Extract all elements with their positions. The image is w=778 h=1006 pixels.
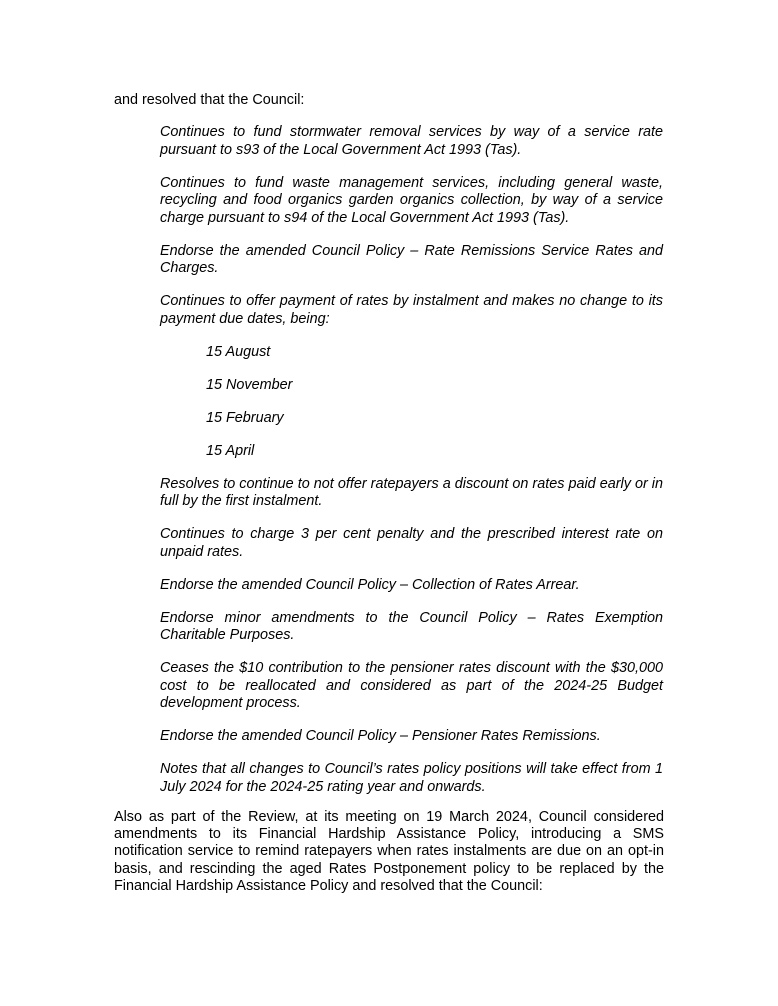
- due-date-item: 15 November: [206, 376, 293, 393]
- resolution-item: Endorse the amended Council Policy – Collection of Rates Arrear.: [160, 576, 580, 593]
- closing-paragraph: Also as part of the Review, at its meeting on 19 March 2024, Council considered amendments to its Financial Hardship Assistance Policy, introducing a SMS notification service to remind ratepayers when rates instalments are due on an opt-in basis, and rescinding the aged Rates Postponement policy to be replaced by the Financial Hardship Assistance Policy and resolved that the Council:: [114, 809, 664, 894]
- resolution-item: Endorse the amended Council Policy – Rate Remissions Service Rates and Charges.: [160, 242, 663, 276]
- resolution-item: Notes that all changes to Council’s rates policy positions will take effect from 1 July 2024 for the 2024-25 rating year and onwards.: [160, 761, 663, 795]
- due-date-item: 15 February: [206, 409, 284, 426]
- resolution-item: Continues to fund stormwater removal services by way of a service rate pursuant to s93 of the Local Government Act 1993 (Tas).: [160, 124, 663, 158]
- resolution-item: Resolves to continue to not offer ratepayers a discount on rates paid early or in full by the first instalment.: [160, 475, 663, 509]
- due-dates-block: [160, 344, 663, 461]
- due-dates-list: [160, 344, 663, 461]
- resolution-item: Endorse the amended Council Policy – Pensioner Rates Remissions.: [160, 728, 601, 744]
- resolution-item: Continues to charge 3 per cent penalty and the prescribed interest rate on unpaid rates.: [160, 526, 663, 560]
- resolution-item: Continues to fund waste management services, including general waste, recycling and food organics garden organics collection, by way of a service charge pursuant to s94 of the Local Government Act 1993 (Tas).: [160, 174, 663, 226]
- resolution-list: [160, 124, 663, 812]
- resolution-item: Ceases the $10 contribution to the pensioner rates discount with the $30,000 cost to be reallocated and considered as part of the 2024-25 Budget development process.: [160, 660, 663, 711]
- intro-text: and resolved that the Council:: [114, 92, 305, 108]
- resolution-item: Endorse minor amendments to the Council Policy – Rates Exemption Charitable Purposes.: [160, 609, 663, 643]
- due-date-item: 15 April: [206, 442, 255, 459]
- resolution-item: Continues to offer payment of rates by instalment and makes no change to its payment due dates, being:: [160, 293, 663, 327]
- due-date-item: 15 August: [206, 343, 271, 360]
